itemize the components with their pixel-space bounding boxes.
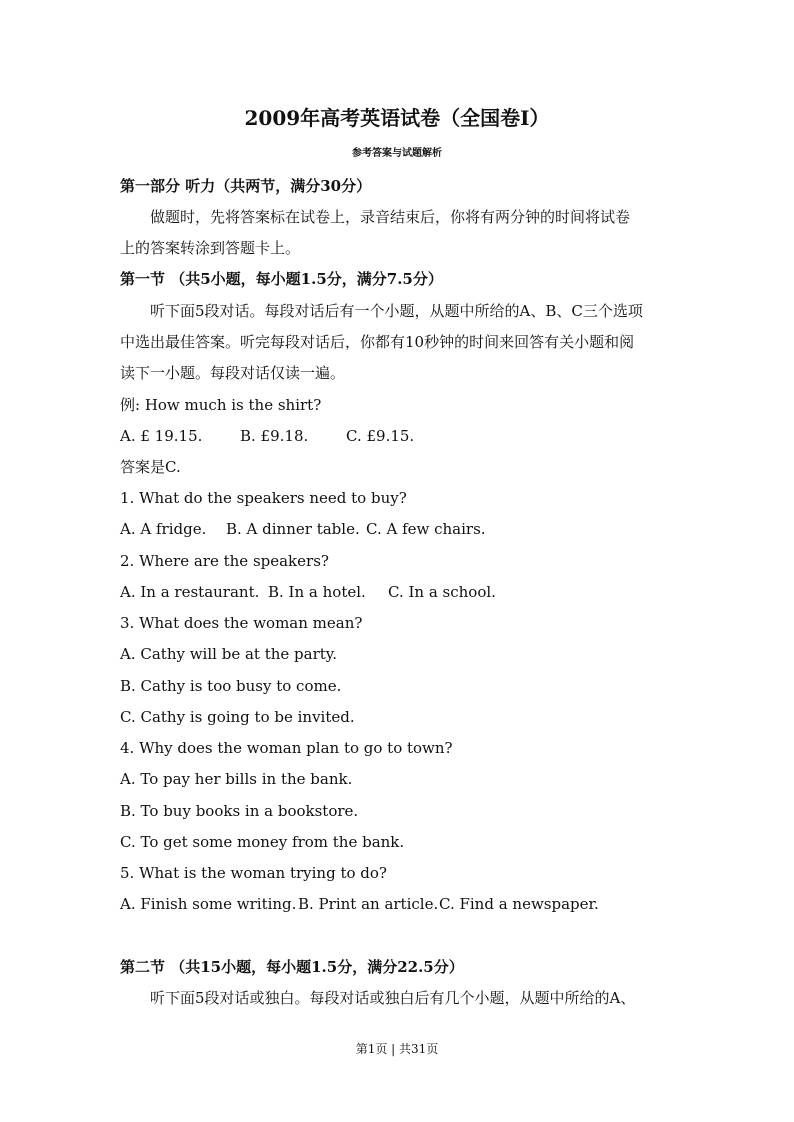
question-4-option-c: C. To get some money from the bank. [120, 833, 405, 851]
question-5: 5. What is the woman trying to do? [120, 864, 387, 882]
part1-intro-line-1: 做题时，先将答案标在试卷上，录音结束后，你将有两分钟的时间将试卷 [150, 208, 631, 226]
section2-instruction-line-1: 听下面5段对话或独白。每段对话或独白后有几个小题，从题中所给的A、 [150, 989, 636, 1007]
page-footer: 第1页 | 共31页 [355, 1042, 439, 1056]
question-4-option-a: A. To pay her bills in the bank. [120, 770, 353, 788]
section2-heading: 第二节 （共15小题，每小题1.5分，满分22.5分） [120, 958, 464, 976]
example-option-b: B. £9.18. [240, 427, 309, 445]
section1-heading: 第一节 （共5小题，每小题1.5分，满分7.5分） [120, 270, 443, 288]
question-5-option-b: B. Print an article. [298, 895, 439, 913]
question-3-option-a: A. Cathy will be at the party. [120, 645, 338, 663]
section1-instruction-line-3: 读下一小题。每段对话仅读一遍。 [120, 364, 346, 382]
part1-heading: 第一部分 听力（共两节，满分30分） [120, 177, 372, 195]
question-1-option-c: C. A few chairs. [366, 520, 486, 538]
question-2-option-b: B. In a hotel. [268, 583, 366, 601]
example-answer: 答案是C. [120, 458, 181, 476]
section1-instruction-line-1: 听下面5段对话。每段对话后有一个小题，从题中所给的A、B、C三个选项 [150, 302, 643, 320]
page-subtitle: 参考答案与试题解析 [352, 148, 442, 159]
question-1-option-b: B. A dinner table. [226, 520, 360, 538]
question-2: 2. Where are the speakers? [120, 552, 329, 570]
question-3-option-c: C. Cathy is going to be invited. [120, 708, 355, 726]
question-1-option-a: A. A fridge. [120, 520, 207, 538]
question-3-option-b: B. Cathy is too busy to come. [120, 677, 342, 695]
example-option-a: A. £ 19.15. [120, 427, 203, 445]
question-4: 4. Why does the woman plan to go to town? [120, 739, 453, 757]
question-1: 1. What do the speakers need to buy? [120, 489, 407, 507]
question-2-option-a: A. In a restaurant. [120, 583, 260, 601]
page-title: 2009年高考英语试卷（全国卷I） [244, 106, 550, 130]
section1-instruction-line-2: 中选出最佳答案。听完每段对话后，你都有10秒钟的时间来回答有关小题和阅 [120, 333, 635, 351]
question-5-option-a: A. Finish some writing. [120, 895, 297, 913]
question-5-option-c: C. Find a newspaper. [439, 895, 599, 913]
example-question: 例: How much is the shirt? [120, 396, 322, 414]
part1-intro-line-2: 上的答案转涂到答题卡上。 [120, 239, 301, 257]
question-2-option-c: C. In a school. [388, 583, 496, 601]
question-3: 3. What does the woman mean? [120, 614, 363, 632]
question-4-option-b: B. To buy books in a bookstore. [120, 802, 359, 820]
example-option-c: C. £9.15. [346, 427, 415, 445]
